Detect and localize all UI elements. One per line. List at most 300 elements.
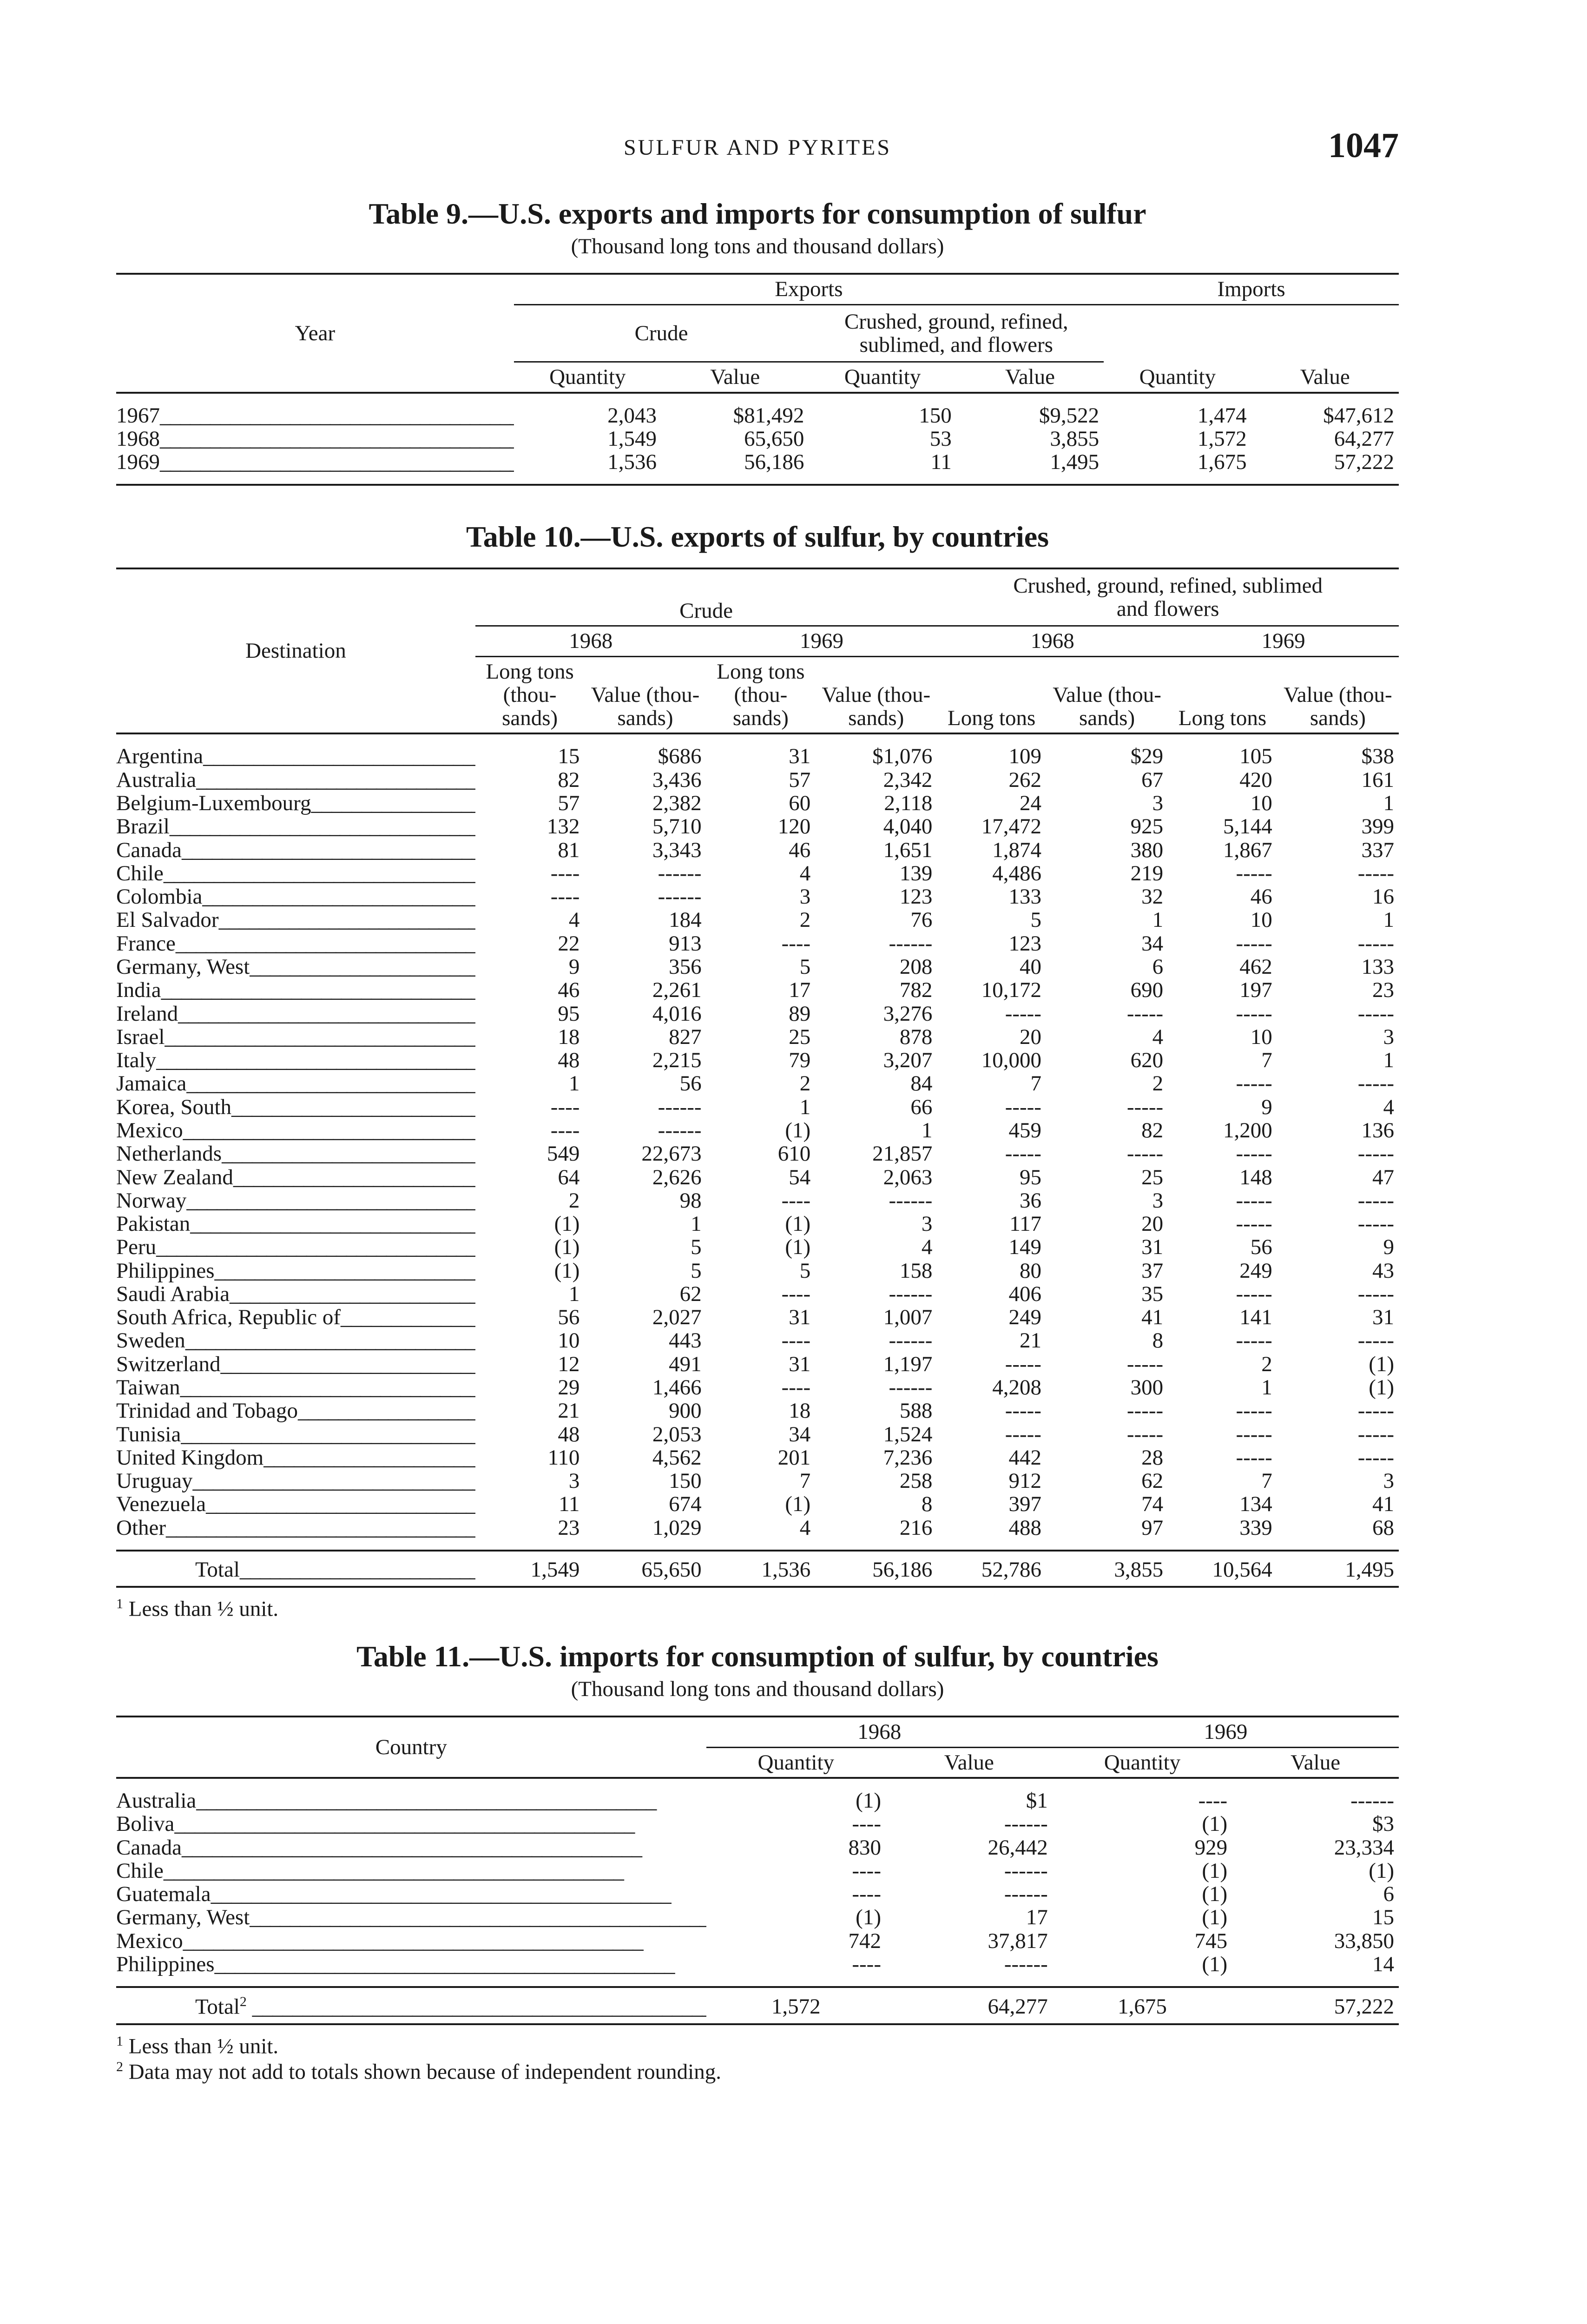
table-row (116, 450, 1399, 474)
row-label: South Africa, Republic of_____ (116, 1306, 475, 1329)
row-label: Mexico_____ (116, 1119, 475, 1142)
table9-exports-header: Exports (514, 274, 1104, 304)
table-cell: 2,118 (884, 791, 933, 815)
table11-body (116, 1789, 1399, 1976)
table-cell: 7 (1261, 1469, 1272, 1493)
table-cell: 1,675 (1197, 450, 1247, 475)
table-cell: 1,029 (652, 1515, 702, 1540)
table-cell: 1 (1261, 1375, 1272, 1400)
table-cell: 5,710 (652, 814, 702, 839)
row-label: United Kingdom_____ (116, 1446, 475, 1469)
row-label: Germany, West_____ (116, 955, 475, 978)
table-cell: 925 (1130, 814, 1164, 839)
table-cell: 11 (559, 1492, 580, 1517)
table9-qty-header: Quantity (549, 365, 626, 390)
table-cell: 95 (1019, 1165, 1041, 1189)
table-cell: 57 (558, 791, 580, 815)
table-row (116, 862, 1399, 885)
table-cell: 10 (1250, 1024, 1272, 1049)
table-cell: 11 (930, 450, 952, 475)
table-cell: 54 (789, 1165, 811, 1189)
row-label: Venezuela_____ (116, 1492, 475, 1516)
table-cell: 2,626 (652, 1165, 702, 1189)
table-cell: ----- (1357, 931, 1394, 956)
table-cell: 24 (1019, 791, 1041, 815)
row-label: Italy_____ (116, 1049, 475, 1072)
table-cell: ------ (658, 861, 702, 885)
table-cell: 1,867 (1223, 838, 1272, 862)
table-cell: 1 (568, 1281, 580, 1306)
table-cell: 26,442 (988, 1835, 1048, 1860)
table-row (116, 1423, 1399, 1446)
table-cell: 2,063 (883, 1165, 933, 1189)
table-cell: 10,172 (981, 978, 1041, 1003)
table-cell: 81 (558, 838, 580, 862)
table-cell: ---- (1198, 1788, 1228, 1813)
table11-subtitle: (Thousand long tons and thousand dollars) (571, 1677, 944, 1702)
table-row (116, 978, 1399, 1002)
table-cell: (1) (785, 1235, 811, 1260)
table-cell: (1) (1202, 1882, 1228, 1907)
table11-year-1969: 1969 (1053, 1717, 1399, 1747)
table-cell: 1 (921, 1118, 933, 1142)
table-row (116, 1306, 1399, 1329)
table-row (116, 1376, 1399, 1399)
table-cell: ------ (1004, 1812, 1048, 1836)
table-cell: 43 (1372, 1258, 1394, 1283)
table-cell: 488 (1008, 1515, 1041, 1540)
table9-imports-header: Imports (1104, 274, 1399, 304)
table-cell: 4 (1383, 1095, 1394, 1119)
table-cell: 29 (558, 1375, 580, 1400)
table-cell: 64 (558, 1165, 580, 1189)
table-cell: 7 (1261, 1048, 1272, 1073)
table-cell: 2,342 (883, 767, 933, 792)
table-row (116, 768, 1399, 792)
table-cell: 2,215 (652, 1048, 702, 1073)
table-cell: ------ (889, 1328, 933, 1353)
table9-qty-header: Quantity (844, 365, 921, 390)
row-label: 1969_____ (116, 450, 514, 474)
table-cell: 1,466 (652, 1375, 702, 1400)
table-cell: 66 (910, 1095, 933, 1119)
row-label: Brazil_____ (116, 815, 475, 838)
table-cell: ----- (1005, 1399, 1041, 1423)
table-cell: 46 (1250, 885, 1272, 909)
table-cell: 4 (568, 908, 580, 932)
table-cell: 31 (789, 1305, 811, 1330)
row-label: Argentina_____ (116, 745, 475, 768)
table-cell: 1,007 (883, 1305, 933, 1330)
table-row (116, 1025, 1399, 1049)
table-row (116, 1212, 1399, 1235)
table-cell: 62 (1141, 1469, 1164, 1493)
table-cell: ------ (658, 1095, 702, 1119)
table11-value-header: Value (1291, 1750, 1341, 1775)
table-cell: 216 (899, 1515, 933, 1540)
table-row (116, 1072, 1399, 1095)
table-cell: ----- (1126, 1142, 1164, 1166)
table9-crude-header: Crude (514, 304, 809, 362)
table-cell: 3 (1152, 791, 1164, 815)
footnote-mark: 1 (116, 2034, 123, 2049)
table-cell: 37 (1141, 1258, 1164, 1283)
table-cell: 827 (669, 1024, 702, 1049)
table-cell: 339 (1239, 1515, 1272, 1540)
table-cell: 17,472 (981, 814, 1041, 839)
table-row (116, 792, 1399, 815)
row-label: Peru_____ (116, 1235, 475, 1259)
table-cell: 23,334 (1334, 1835, 1394, 1860)
table-cell: 1 (1152, 908, 1164, 932)
table-row (116, 1953, 1399, 1976)
table-row (116, 1235, 1399, 1259)
table-cell: ----- (1126, 1422, 1164, 1446)
table-cell: 2 (568, 1188, 580, 1213)
table-cell: (1) (1202, 1812, 1228, 1836)
table-cell: 20 (1141, 1212, 1164, 1236)
table-cell: 3,855 (1050, 426, 1100, 451)
table-cell: $686 (658, 744, 702, 769)
total-cell: 52,786 (981, 1558, 1041, 1582)
table-cell: 62 (679, 1281, 702, 1306)
table-row (116, 1049, 1399, 1072)
table-cell: 17 (789, 978, 811, 1003)
row-label: Trinidad and Tobago_____ (116, 1399, 475, 1422)
table-cell: 56 (679, 1071, 702, 1096)
table-row (116, 1189, 1399, 1212)
table9-value-header: Value (1300, 365, 1350, 390)
table-row (116, 815, 1399, 838)
row-label: New Zealand_____ (116, 1166, 475, 1189)
table-cell: ----- (1357, 1071, 1394, 1096)
table10-year-1968: 1968 (475, 626, 706, 656)
table-cell: 84 (910, 1071, 933, 1096)
table-cell: (1) (785, 1212, 811, 1236)
table-cell: 33,850 (1334, 1928, 1394, 1953)
table-cell: ---- (852, 1858, 881, 1883)
table10-total (116, 1551, 1399, 1587)
table-cell: 105 (1239, 744, 1272, 769)
table-cell: 31 (1372, 1305, 1394, 1330)
table10-value-header: Value (thou- sands) (1053, 682, 1161, 731)
table9-year-header: Year (295, 321, 336, 345)
row-label: Other_____ (116, 1516, 475, 1539)
table11-year-1968: 1968 (706, 1717, 1053, 1747)
table-cell: 150 (669, 1469, 702, 1493)
table-cell: (1) (856, 1905, 881, 1930)
table-cell: 1,197 (883, 1352, 933, 1376)
table10-long-tons-header: Long tons (thou- sands) (717, 659, 805, 731)
table-cell: ----- (1236, 931, 1272, 956)
table11-footnotes (116, 2034, 1399, 2084)
table9-crushed-header: Crushed, ground, refined, sublimed, and flowers (809, 304, 1104, 362)
table-cell: 380 (1130, 838, 1164, 862)
table-cell: 4 (799, 861, 811, 885)
table-cell: 10,000 (981, 1048, 1041, 1073)
table-cell: 406 (1008, 1281, 1041, 1306)
table-cell: 219 (1130, 861, 1164, 885)
row-label: Jamaica_____ (116, 1072, 475, 1095)
table-cell: ---- (781, 1375, 811, 1400)
table-cell: 41 (1141, 1305, 1164, 1330)
table-cell: 7 (1030, 1071, 1041, 1096)
row-label: Guatemala_____ (116, 1882, 706, 1906)
table-cell: 3,276 (883, 1001, 933, 1026)
footnote-mark: 1 (116, 1596, 123, 1612)
table-cell: 9 (1261, 1095, 1272, 1119)
table-cell: 1,874 (992, 838, 1041, 862)
table-row (116, 1002, 1399, 1025)
table-cell: 139 (899, 861, 933, 885)
table-cell: 4,562 (652, 1445, 702, 1470)
table-cell: 4 (799, 1515, 811, 1540)
table11-qty-header: Quantity (757, 1750, 835, 1775)
row-label: Colombia_____ (116, 885, 475, 908)
table-cell: (1) (554, 1235, 580, 1260)
table-cell: 8 (1152, 1328, 1164, 1353)
table-row (116, 745, 1399, 768)
table-cell: ---- (781, 931, 811, 956)
table-cell: 82 (558, 767, 580, 792)
table-row (116, 1859, 1399, 1882)
table-cell: ------ (1004, 1952, 1048, 1976)
table10-year-1969: 1969 (706, 626, 937, 656)
table-cell: (1) (1202, 1905, 1228, 1930)
table-cell: 1 (799, 1095, 811, 1119)
table-cell: 34 (789, 1422, 811, 1446)
table-cell: $47,612 (1323, 403, 1394, 428)
table9-value-header: Value (1005, 365, 1055, 390)
table-cell: ------ (1004, 1882, 1048, 1907)
row-label: Canada_____ (116, 838, 475, 862)
table-cell: 2 (799, 1071, 811, 1096)
table-cell: (1) (1369, 1858, 1394, 1883)
running-title: SULFUR AND PYRITES (623, 135, 892, 160)
row-label: Pakistan_____ (116, 1212, 475, 1235)
footnote-text: Less than ½ unit. (128, 2034, 279, 2059)
table11-total-qty-1968: 1,572 (771, 1994, 821, 2019)
table-row (116, 955, 1399, 978)
table-cell: 41 (1372, 1492, 1394, 1517)
table10-value-header: Value (thou- sands) (591, 682, 700, 731)
table-cell: ----- (1005, 1352, 1041, 1376)
table-cell: 912 (1008, 1469, 1041, 1493)
row-label: Sweden_____ (116, 1329, 475, 1352)
table-cell: ---- (550, 885, 580, 909)
table-cell: 6 (1152, 954, 1164, 979)
table-row (116, 1812, 1399, 1835)
table-cell: 782 (899, 978, 933, 1003)
table-cell: 31 (789, 1352, 811, 1376)
table-cell: ----- (1126, 1001, 1164, 1026)
table11-total-qty-1969: 1,675 (1118, 1994, 1167, 2019)
table-row (116, 1929, 1399, 1953)
table-cell: 356 (669, 954, 702, 979)
table-cell: $1,076 (872, 744, 933, 769)
table-cell: ----- (1357, 1142, 1394, 1166)
table-cell: 56 (558, 1305, 580, 1330)
table9 (116, 273, 1399, 486)
footnote-2 (116, 2059, 1399, 2085)
table-cell: 20 (1019, 1024, 1041, 1049)
table-cell: 5 (1030, 908, 1041, 932)
table-cell: 420 (1239, 767, 1272, 792)
table-cell: 53 (929, 426, 952, 451)
table-cell: 22,673 (641, 1142, 702, 1166)
table-cell: 22 (558, 931, 580, 956)
table-cell: 9 (1383, 1235, 1394, 1260)
total-cell: 56,186 (872, 1558, 933, 1582)
table-cell: $1 (1026, 1788, 1048, 1813)
row-label: Germany, West_____ (116, 1906, 706, 1929)
table-row (116, 427, 1399, 450)
table-row (116, 404, 1399, 427)
row-label: Chile_____ (116, 862, 475, 885)
table11-total-value-1969: 57,222 (1334, 1994, 1394, 2019)
table-cell: 158 (899, 1258, 933, 1283)
table11-total-value-1968: 64,277 (988, 1994, 1048, 2019)
table-cell: (1) (1369, 1375, 1394, 1400)
table-cell: 399 (1361, 814, 1394, 839)
table-cell: ----- (1236, 861, 1272, 885)
table-cell: ----- (1005, 1001, 1041, 1026)
table11-title: Table 11.—U.S. imports for consumption of sulfur, by countries (356, 1639, 1159, 1673)
table-cell: 549 (547, 1142, 580, 1166)
table-cell: 68 (1372, 1515, 1394, 1540)
total-cell: 1,536 (761, 1558, 811, 1582)
table-cell: 9 (568, 954, 580, 979)
total-cell: 65,650 (641, 1558, 702, 1582)
table-row (116, 908, 1399, 931)
table-cell: ---- (781, 1281, 811, 1306)
table-cell: 2,261 (652, 978, 702, 1003)
table-cell: 1,495 (1050, 450, 1100, 475)
table-cell: ---- (852, 1882, 881, 1907)
table-cell: 1 (568, 1071, 580, 1096)
table-cell: 2 (1152, 1071, 1164, 1096)
table-cell: ----- (1357, 1328, 1394, 1353)
table-cell: 34 (1141, 931, 1164, 956)
table-cell: 31 (789, 744, 811, 769)
table11-total-label-cell (116, 1987, 706, 2024)
table-cell: 4,016 (652, 1001, 702, 1026)
table-cell: 2,053 (652, 1422, 702, 1446)
table9-title: Table 9.—U.S. exports and imports for consumption of sulfur (369, 197, 1146, 230)
row-label: Tunisia_____ (116, 1423, 475, 1446)
table-cell: ----- (1357, 1001, 1394, 1026)
row-label: Uruguay_____ (116, 1469, 475, 1492)
table-row (116, 1096, 1399, 1119)
table-cell: 249 (1239, 1258, 1272, 1283)
table-cell: 149 (1008, 1235, 1041, 1260)
table-cell: (1) (785, 1492, 811, 1517)
table-cell: ---- (550, 1095, 580, 1119)
footnote-text: Data may not add to totals shown because of independent rounding. (128, 2060, 721, 2084)
table-row (116, 1399, 1399, 1422)
row-label: El Salvador_____ (116, 908, 475, 931)
table-cell: 900 (669, 1399, 702, 1423)
total-label: Total (195, 1994, 240, 2019)
table-cell: ----- (1236, 1188, 1272, 1213)
table-cell: 57,222 (1334, 450, 1394, 475)
table-cell: 7 (799, 1469, 811, 1493)
table-cell: 10 (1250, 791, 1272, 815)
table-cell: 79 (789, 1048, 811, 1073)
table-cell: 82 (1141, 1118, 1164, 1142)
table-cell: 25 (789, 1024, 811, 1049)
table-row (116, 932, 1399, 955)
table-cell: 8 (921, 1492, 933, 1517)
total-cell: 10,564 (1212, 1558, 1272, 1582)
table-row (116, 1142, 1399, 1165)
table-cell: 97 (1141, 1515, 1164, 1540)
table-cell: 21 (558, 1399, 580, 1423)
row-label: Taiwan_____ (116, 1376, 475, 1399)
table-cell: 80 (1019, 1258, 1041, 1283)
table-cell: 249 (1008, 1305, 1041, 1330)
table10-footnote (116, 1596, 1399, 1622)
table-cell: 48 (558, 1422, 580, 1446)
table11 (116, 1716, 1399, 2025)
table-cell: 23 (558, 1515, 580, 1540)
table10-year-1968: 1968 (937, 626, 1168, 656)
table-cell: ----- (1357, 1212, 1394, 1236)
table-cell: ------ (889, 1281, 933, 1306)
page-number: 1047 (1328, 126, 1399, 165)
table-cell: ----- (1236, 1445, 1272, 1470)
table-cell: (1) (1369, 1352, 1394, 1376)
table-cell: 150 (919, 403, 952, 428)
table-cell: 742 (848, 1928, 881, 1953)
table-cell: 10 (1250, 908, 1272, 932)
table-row (116, 1492, 1399, 1516)
table-cell: 3,343 (652, 838, 702, 862)
table-cell: 76 (910, 908, 933, 932)
row-label: Korea, South_____ (116, 1096, 475, 1119)
table-cell: 3 (1152, 1188, 1164, 1213)
table-cell: ---- (550, 1118, 580, 1142)
table-cell: 3 (1383, 1024, 1394, 1049)
row-label: Philippines_____ (116, 1259, 475, 1282)
table-cell: 3 (1383, 1469, 1394, 1493)
table-cell: 1 (1383, 1048, 1394, 1073)
table-cell: 161 (1361, 767, 1394, 792)
table11-country-header: Country (375, 1735, 447, 1760)
table-cell: 462 (1239, 954, 1272, 979)
table-cell: 132 (547, 814, 580, 839)
table-cell: 110 (547, 1445, 580, 1470)
table-cell: 1,572 (1197, 426, 1247, 451)
table-cell: 620 (1130, 1048, 1164, 1073)
row-label: 1967_____ (116, 404, 514, 427)
table-cell: 3 (799, 885, 811, 909)
table-cell: 588 (899, 1399, 933, 1423)
total-row (116, 1551, 1399, 1587)
table10 (116, 568, 1399, 1588)
table-cell: 120 (777, 814, 811, 839)
table-cell: 98 (679, 1188, 702, 1213)
table-cell: 197 (1239, 978, 1272, 1003)
table-cell: 133 (1361, 954, 1394, 979)
table-cell: $9,522 (1039, 403, 1100, 428)
table-cell: 5 (799, 1258, 811, 1283)
table-cell: 109 (1008, 744, 1041, 769)
table-row (116, 1882, 1399, 1906)
table-cell: 745 (1194, 1928, 1228, 1953)
table9-value-header: Value (710, 365, 760, 390)
table-cell: $38 (1361, 744, 1394, 769)
